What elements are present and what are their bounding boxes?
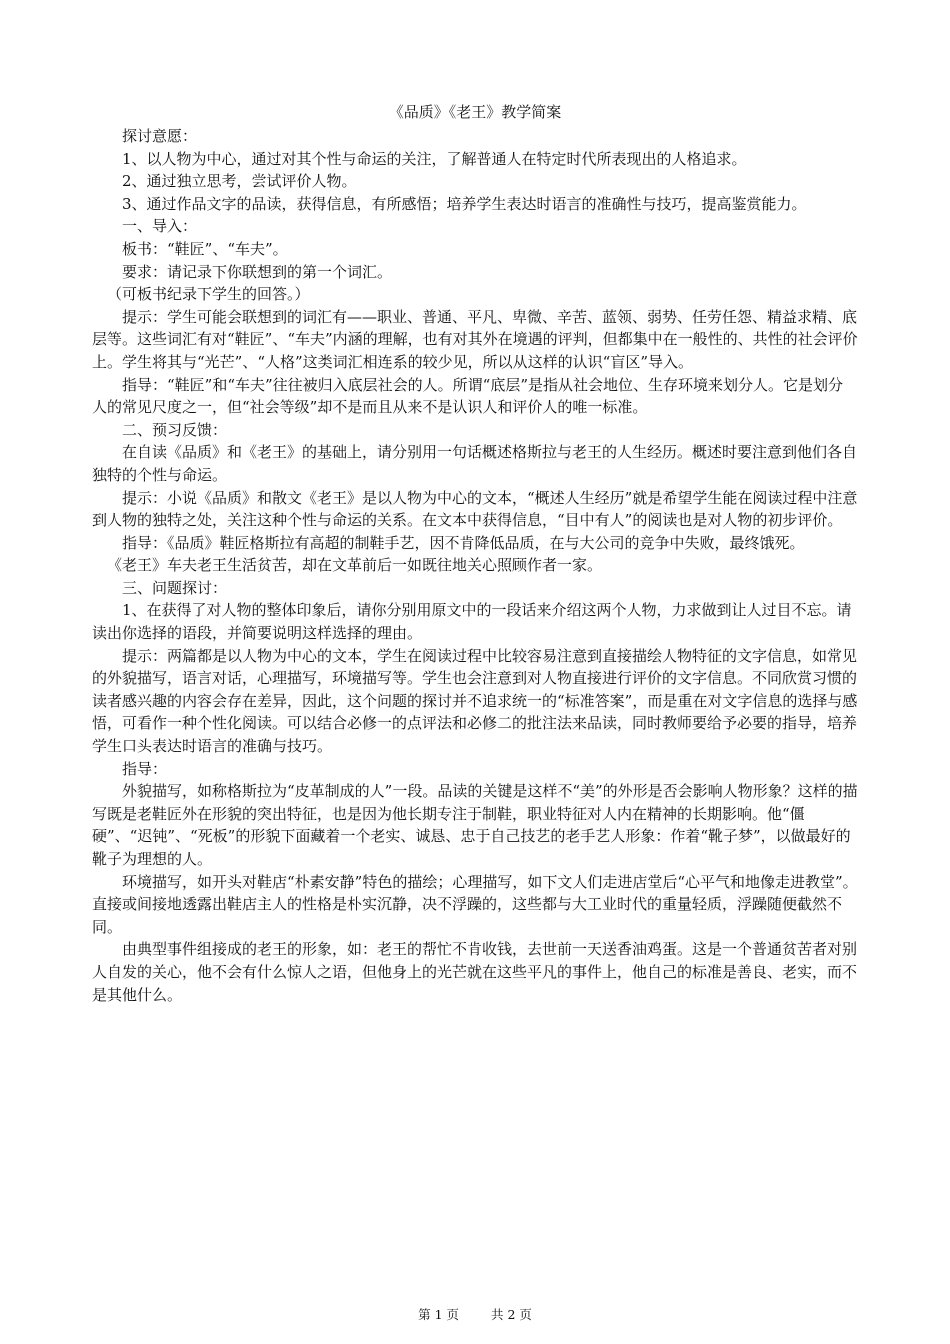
paragraph: 指导：“鞋匠”和“车夫”往往被归入底层社会的人。所谓“底层”是指从社会地位、生存环境来划分人。它是划分人的常见尺度之一，但“社会等级”却不是而且从来不是认识人和评价人的唯一标准。	[92, 375, 844, 417]
paragraph: 探讨意愿：	[122, 127, 198, 145]
section-heading: 二、预习反馈：	[122, 420, 228, 439]
paragraph: 外貌描写，如称格斯拉为“皮革制成的人”一段。品读的关键是这样不“美”的外形是否会影响人物形象？这样的描写既是老鞋匠外在形貌的突出特征，也是因为他长期专注于制鞋，职业特征对人内在精神的长期影响。他“僵硬”、“迟钝”、“死板”的形貌下面藏着一个老实、诚恳、忠于自己技艺的老手艺人形象：作着“靴子梦”，以做最好的靴子为理想的人。	[92, 782, 858, 868]
paragraph: 在自读《品质》和《老王》的基础上，请分别用一句话概述格斯拉与老王的人生经历。概述时要注意到他们各自独特的个性与命运。	[92, 443, 858, 484]
paragraph: 板书：“鞋匠”、“车夫”。	[122, 239, 288, 258]
paragraph: 1、在获得了对人物的整体印象后，请你分别用原文中的一段话来介绍这两个人物，力求做到让人过目不忘。请读出你选择的语段，并简要说明这样选择的理由。	[92, 601, 852, 643]
paragraph: （可板书纪录下学生的回答。）	[107, 285, 310, 304]
paragraph: 环境描写，如开头对鞋店“朴素安静”特色的描绘；心理描写，如下文人们走进店堂后“心平气和地像走进教堂”。直接或间接地透露出鞋店主人的性格是朴实沉静，决不浮躁的，这些都与大工业时代的重量轻质，浮躁随便截然不同。	[92, 872, 858, 936]
paragraph: 提示：两篇都是以人物为中心的文本，学生在阅读过程中比较容易注意到直接描绘人物特征的文字信息，如常见的外貌描写，语言对话，心理描写，环境描写等。学生也会注意到对人物直接进行评价的文字信息。不同欣赏习惯的读者感兴趣的内容会存在差异，因此，这个问题的探讨并不追求统一的“标准答案”，而是重在对文字信息的选择与感悟，可看作一种个性化阅读。可以结合必修一的点评法和必修二的批注法来品读，同时教师要给予必要的指导，培养学生口头表达时语言的准确与技巧。	[92, 646, 858, 756]
section-heading: 三、问题探讨：	[122, 578, 228, 597]
paragraph: 《老王》车夫老王生活贫苦，却在文革前后一如既往地关心照顾作者一家。	[107, 556, 603, 575]
paragraph: 由典型事件组接成的老王的形象，如：老王的帮忙不肯收钱，去世前一天送香油鸡蛋。这是一个普通贫苦者对别人自发的关心，他不会有什么惊人之语，但他身上的光芒就在这些平凡的事件上，他自己的标准是善良、老实，而不是其他什么。	[92, 940, 858, 1004]
paragraph: 2、通过独立思考，尝试评价人物。	[122, 172, 357, 191]
paragraph: 1、以人物为中心，通过对其个性与命运的关注，了解普通人在特定时代所表现出的人格追求。	[122, 149, 747, 168]
page-total: 共 2 页	[490, 1307, 532, 1322]
paragraph: 指导：	[122, 759, 168, 778]
page-number: 第 1 页	[418, 1307, 459, 1322]
document-body	[92, 125, 858, 1006]
page-footer	[0, 1305, 950, 1323]
paragraph: 提示：学生可能会联想到的词汇有——职业、普通、平凡、卑微、辛苦、蓝领、弱势、任劳任怨、精益求精、底层等。这些词汇有对“鞋匠”、“车夫”内涵的理解，也有对其外在境遇的评判，但都集中在一般性的、共性的社会评价上。学生将其与“光芒”、“人格”这类词汇相连系的较少见，所以从这样的认识“盲区”导入。	[92, 307, 858, 371]
paragraph: 3、通过作品文字的品读，获得信息，有所感悟；培养学生表达时语言的准确性与技巧，提高鉴赏能力。	[122, 194, 807, 213]
paragraph: 指导：《品质》鞋匠格斯拉有高超的制鞋手艺，因不肯降低品质，在与大公司的竞争中失败，最终饿死。	[122, 533, 805, 552]
paragraph: 提示：小说《品质》和散文《老王》是以人物为中心的文本，“概述人生经历”就是希望学生能在阅读过程中注意到人物的独特之处，关注这种个性与命运的关系。在文本中获得信息，“目中有人”的阅读也是对人物的初步评价。	[92, 488, 858, 530]
document-title: 《品质》《老王》教学简案	[388, 103, 562, 121]
section-heading: 一、导入：	[122, 217, 198, 236]
paragraph: 要求：请记录下你联想到的第一个词汇。	[122, 262, 393, 281]
